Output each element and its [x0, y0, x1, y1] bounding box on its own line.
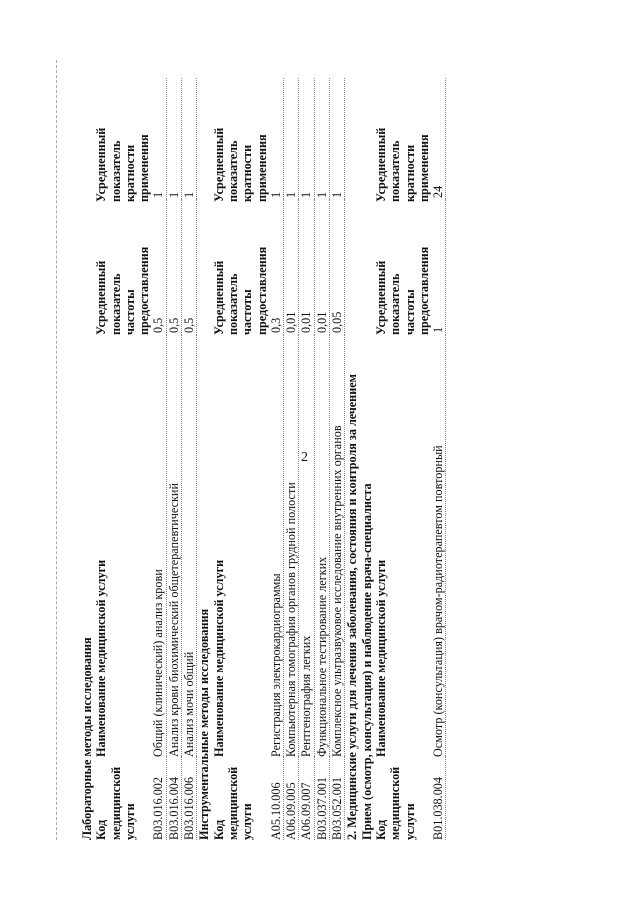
section-lab-title: Лабораторные методы исследования — [80, 637, 94, 840]
section-treatment-title: 2. Медицинские услуги для лечения заболевания, состояния и контроля за лечением — [345, 374, 360, 840]
header-frequency: Усредненный показатель частоты предоставления — [94, 246, 152, 335]
header-name: Наименование медицинской услуги — [94, 559, 109, 757]
header-multiplicity: Усредненный показатель кратности применения — [94, 127, 152, 202]
table-row: B03.052.001 Комплексное ультразвуковое исследование внутренних органов 0,05 1 — [330, 60, 345, 840]
table-header-row — [212, 60, 269, 840]
section-treatment-subtitle: Прием (осмотр, консультация) и наблюдение врача-специалиста — [359, 483, 374, 840]
header-code: Код медицинской услуги — [211, 766, 255, 840]
table-row: A06.09.007 Рентгенография легких 0,01 1 — [299, 60, 314, 840]
rotated-page-content — [80, 60, 550, 840]
table-row: B01.038.004 Осмотр (консультация) врачом-радиотерапевтом повторный 1 24 — [431, 60, 446, 840]
table-row: B03.037.001 Функциональное тестирование легких 0,01 1 — [315, 60, 330, 840]
table-header-row — [94, 60, 151, 840]
table-row: A05.10.006 Регистрация электрокардиограммы 0,3 1 — [269, 60, 284, 840]
table-row: B03.016.006 Анализ мочи общий 0,5 1 — [182, 60, 197, 840]
header-code: Код медицинской услуги — [94, 766, 137, 840]
header-frequency: Усредненный показатель частоты предоставления — [211, 246, 269, 335]
table-header-row — [374, 60, 431, 840]
section-instrumental-title: Инструментальные методы исследования — [197, 608, 212, 840]
table-row: B03.016.004 Анализ крови биохимический общетерапевтический 0,5 1 — [167, 60, 182, 840]
page-number: 2 — [301, 450, 308, 465]
header-name: Наименование медицинской услуги — [373, 559, 388, 757]
header-frequency: Усредненный показатель частоты предоставления — [373, 246, 431, 335]
header-multiplicity: Усредненный показатель кратности применения — [373, 127, 431, 202]
header-name: Наименование медицинской услуги — [211, 559, 226, 757]
header-code: Код медицинской услуги — [373, 766, 417, 840]
table-row: A06.09.005 Компьютерная томография органов грудной полости 0,01 1 — [284, 60, 299, 840]
table-row: B03.016.002 Общий (клинический) анализ крови 0,5 1 — [151, 60, 166, 840]
header-multiplicity: Усредненный показатель кратности применения — [211, 127, 269, 202]
